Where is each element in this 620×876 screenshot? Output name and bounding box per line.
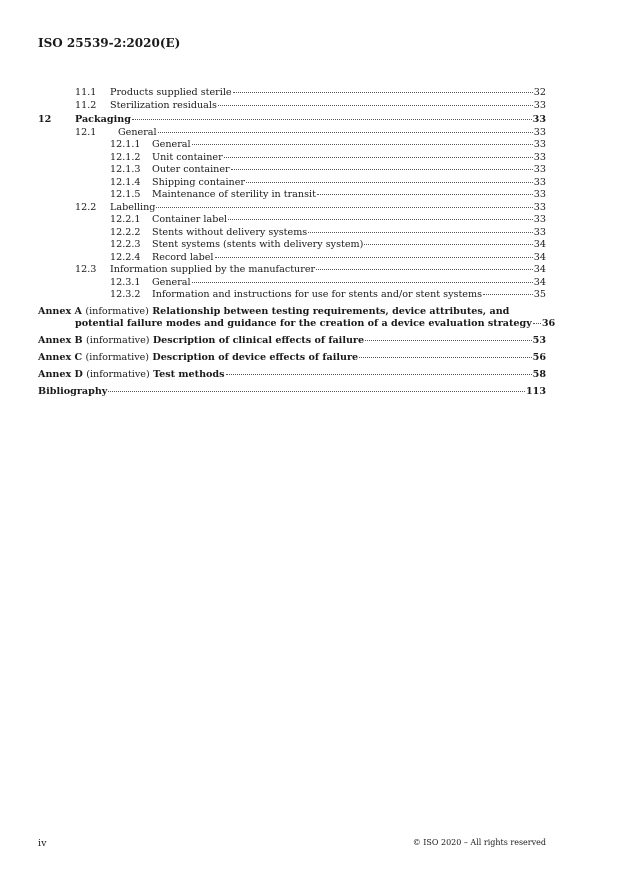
toc-page: 33 — [533, 139, 546, 150]
toc-page: 33 — [532, 114, 546, 125]
toc-title: General — [152, 139, 191, 150]
toc-number: 11.1 — [75, 87, 97, 98]
toc-page: 34 — [533, 264, 546, 275]
toc-number: 12.3.1 — [110, 276, 141, 288]
toc-number: 12.1.3 — [110, 164, 141, 175]
toc-entry-annex-b[interactable] — [38, 335, 546, 348]
table-of-contents — [38, 87, 556, 399]
toc-entry-12-3[interactable] — [38, 264, 546, 277]
toc-number: 11.2 — [75, 99, 97, 111]
toc-entry-12-2[interactable] — [38, 202, 546, 215]
dot-leader — [228, 219, 533, 220]
dot-leader — [215, 257, 533, 258]
dot-leader — [192, 282, 533, 283]
toc-entry-12-1[interactable] — [38, 127, 546, 140]
dot-leader — [317, 194, 533, 195]
toc-entry-11-2[interactable] — [38, 100, 546, 113]
toc-title: Container label — [152, 214, 228, 225]
annex-title: Description of device effects of failure — [152, 352, 359, 363]
toc-page: 113 — [525, 386, 546, 397]
toc-number: 12.2 — [75, 201, 97, 213]
toc-entry-annex-c[interactable] — [38, 352, 546, 365]
annex-label: Annex D — [38, 369, 83, 380]
annex-kind: (informative) — [86, 369, 150, 380]
toc-entry-11-1[interactable] — [38, 87, 546, 100]
toc-entry-12-2-1[interactable] — [38, 214, 546, 227]
toc-number: 12 — [38, 114, 52, 125]
dot-leader — [156, 207, 532, 208]
toc-title: Outer container — [152, 164, 230, 175]
toc-number: 12.2.4 — [110, 251, 141, 263]
toc-title: Sterilization residuals — [110, 99, 217, 111]
toc-number: 12.1.5 — [110, 189, 141, 200]
toc-title: Information supplied by the manufacturer — [110, 264, 316, 275]
toc-entry-12-2-4[interactable] — [38, 252, 546, 265]
toc-title: Stents without delivery systems — [152, 226, 308, 238]
dot-leader — [308, 232, 533, 233]
toc-page: 34 — [533, 239, 546, 250]
toc-title: Maintenance of sterility in transit — [152, 189, 316, 200]
dot-leader — [365, 340, 532, 341]
toc-page: 33 — [533, 99, 546, 111]
annex-title-line2: potential failure modes and guidance for the creation of a device evaluation strategy — [75, 318, 532, 329]
annex-label: Annex A — [38, 305, 83, 317]
toc-entry-12-1-1[interactable] — [38, 139, 546, 152]
toc-entry-12-1-4[interactable] — [38, 177, 546, 190]
annex-title-line1: Relationship between testing requirements, device attributes, and — [152, 305, 510, 317]
toc-page: 33 — [533, 201, 546, 213]
annex-title: Test methods — [153, 369, 225, 380]
toc-title: Products supplied sterile — [110, 87, 232, 98]
toc-title: Stent systems (stents with delivery system) — [152, 239, 364, 250]
toc-entry-annex-a[interactable] — [38, 305, 556, 331]
toc-number: 12.3 — [75, 264, 97, 275]
dot-leader — [364, 244, 532, 245]
toc-number: 12.2.2 — [110, 226, 141, 238]
toc-entry-12-2-2[interactable] — [38, 227, 546, 240]
copyright-notice: © ISO 2020 – All rights reserved — [412, 838, 546, 847]
toc-page: 34 — [533, 276, 546, 288]
toc-title: Labelling — [110, 201, 156, 213]
toc-entry-12-3-1[interactable] — [38, 277, 546, 290]
dot-leader — [192, 144, 533, 145]
toc-title: Record label — [152, 251, 214, 263]
toc-entry-annex-d[interactable] — [38, 369, 546, 382]
annex-title: Description of clinical effects of failure — [152, 335, 365, 346]
toc-page: 53 — [532, 335, 546, 346]
toc-number: 12.2.3 — [110, 239, 141, 250]
toc-number: 12.1 — [75, 126, 97, 138]
page-number: iv — [38, 838, 47, 849]
toc-page: 33 — [533, 226, 546, 238]
dot-leader — [483, 294, 533, 295]
toc-number: 12.1.4 — [110, 176, 141, 188]
toc-title: General — [118, 126, 157, 138]
dot-leader — [224, 157, 533, 158]
annex-label: Annex C — [38, 352, 83, 363]
toc-page: 34 — [533, 251, 546, 263]
bibliography-title: Bibliography — [38, 386, 108, 397]
toc-entry-12-2-3[interactable] — [38, 239, 546, 252]
dot-leader — [233, 92, 533, 93]
toc-number: 12.1.2 — [110, 151, 141, 163]
annex-label: Annex B — [38, 335, 83, 346]
toc-entry-12-3-2[interactable] — [38, 289, 546, 302]
toc-title: Packaging — [75, 114, 131, 125]
annex-kind: (informative) — [85, 352, 150, 363]
toc-page: 56 — [532, 352, 546, 363]
toc-number: 12.3.2 — [110, 289, 141, 300]
document-id: ISO 25539-2:2020(E) — [38, 36, 181, 50]
toc-page: 33 — [533, 214, 546, 225]
toc-entry-12[interactable] — [38, 114, 546, 127]
toc-page: 35 — [533, 289, 546, 300]
dot-leader — [231, 169, 533, 170]
page-footer — [38, 838, 546, 849]
toc-page: 36 — [541, 318, 556, 329]
dot-leader — [158, 132, 533, 133]
toc-page: 33 — [533, 189, 546, 200]
toc-number: 12.1.1 — [110, 139, 141, 150]
dot-leader — [316, 269, 533, 270]
dot-leader — [359, 357, 531, 358]
toc-entry-12-1-2[interactable] — [38, 152, 546, 165]
toc-page: 33 — [533, 151, 546, 163]
toc-title: Shipping container — [152, 176, 245, 188]
dot-leader — [246, 182, 533, 183]
dot-leader — [218, 105, 533, 106]
dot-leader — [533, 323, 541, 324]
toc-entry-12-1-3[interactable] — [38, 164, 546, 177]
toc-title: Information and instructions for use for stents and/or stent systems — [152, 289, 482, 300]
dot-leader — [132, 119, 532, 120]
dot-leader — [226, 374, 532, 375]
toc-entry-bibliography[interactable] — [38, 386, 546, 399]
toc-title: General — [152, 276, 191, 288]
toc-page: 33 — [533, 176, 546, 188]
toc-page: 33 — [533, 126, 546, 138]
toc-entry-12-1-5[interactable] — [38, 189, 546, 202]
toc-page: 33 — [533, 164, 546, 175]
annex-kind: (informative) — [86, 335, 150, 346]
toc-page: 32 — [533, 87, 546, 98]
toc-number: 12.2.1 — [110, 214, 141, 225]
annex-kind: (informative) — [85, 305, 149, 317]
toc-page: 58 — [532, 369, 546, 380]
toc-title: Unit container — [152, 151, 223, 163]
dot-leader — [108, 391, 525, 392]
